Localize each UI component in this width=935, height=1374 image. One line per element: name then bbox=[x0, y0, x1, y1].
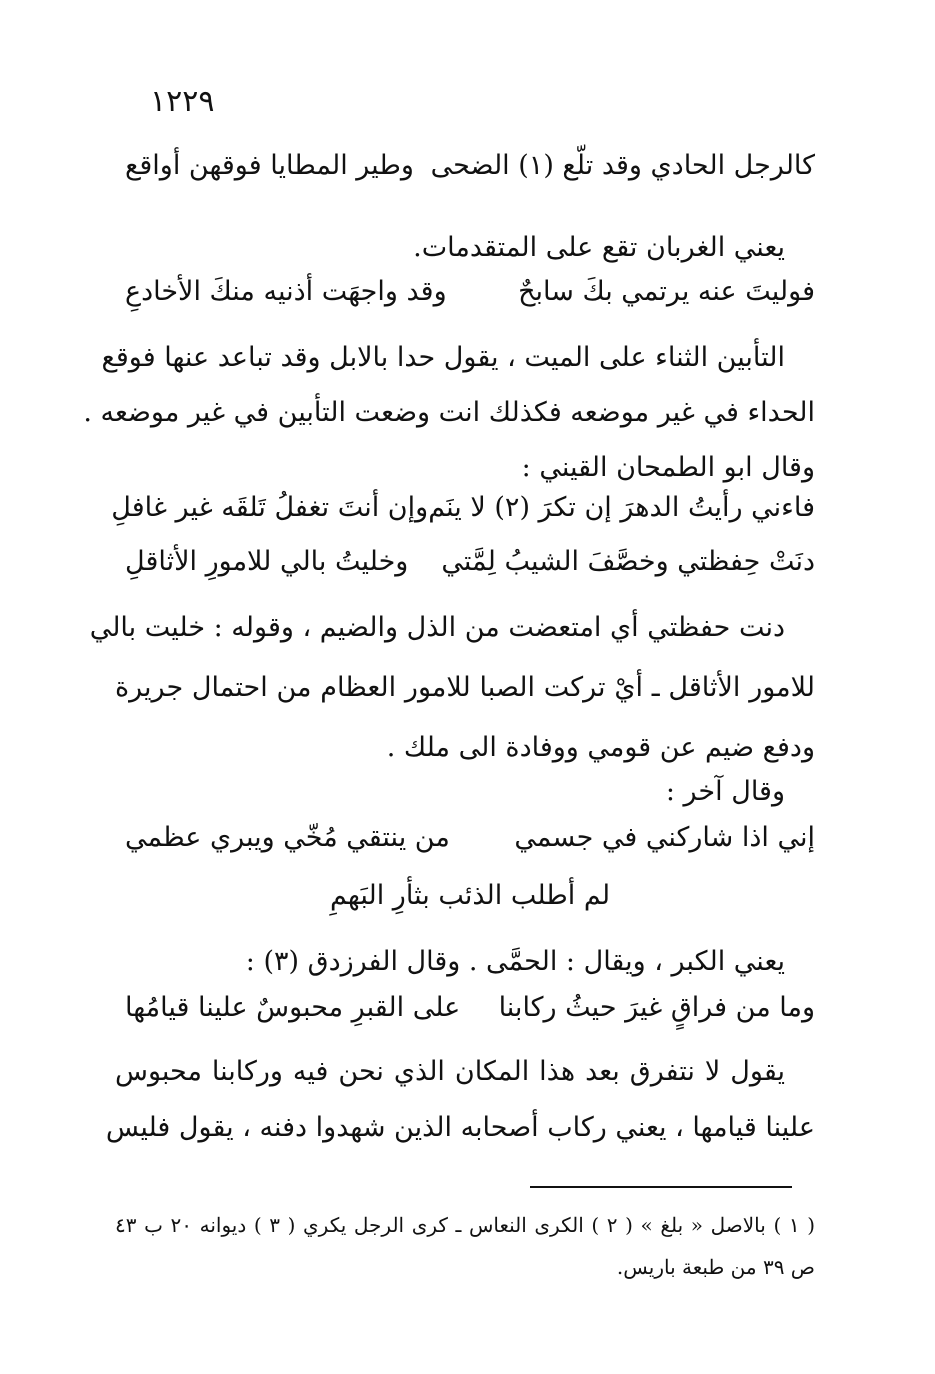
prose-line: وقال آخر : bbox=[665, 776, 785, 807]
prose-line: الحداء في غير موضعه فكذلك انت وضعت التأبين في غير موضعه . bbox=[83, 397, 815, 428]
verse-6-second-hemistich: على القبرِ محبوسٌ علينا قيامُها bbox=[125, 992, 461, 1023]
verse-1-first-hemistich: كالرجل الحادي وقد تلّع (١) الضحى bbox=[430, 150, 815, 181]
page-number: ١٢٢٩ bbox=[150, 84, 215, 119]
prose-line: ودفع ضيم عن قومي ووفادة الى ملك . bbox=[386, 732, 815, 763]
verse-line-6 bbox=[125, 992, 815, 1023]
prose-paragraph-4 bbox=[115, 762, 815, 822]
verse-5-second-hemistich: من ينتقي مُخّي ويبري عظمي bbox=[125, 822, 450, 853]
prose-paragraph-2 bbox=[83, 330, 815, 495]
footnote-divider bbox=[530, 1186, 792, 1188]
verse-line-5 bbox=[125, 822, 815, 853]
verse-6-first-hemistich: وما من فراقٍ غيرَ حيثُ ركابنا bbox=[498, 992, 815, 1023]
prose-paragraph-1 bbox=[115, 218, 815, 278]
prose-line: وقال ابو الطمحان القيني : bbox=[521, 452, 815, 483]
verse-3-first-hemistich: فاءني رأيتُ الدهرَ إن تكرَ (٢) لا ينَم bbox=[428, 492, 815, 523]
verse-line-3 bbox=[111, 492, 815, 523]
verse-3-second-hemistich: وإن أنتَ تغفلُ تَلقَه غير غافلِ bbox=[111, 492, 429, 523]
footnote-line: ( ١ ) بالاصل « بلغ » ( ٢ ) الكرى النعاس ـ كرى الرجل يكري ( ٣ ) ديوانه ٢٠ ب ٤٣ bbox=[115, 1213, 815, 1237]
verse-4-second-hemistich: وخليتُ بالي للامورِ الأثاقلِ bbox=[125, 546, 409, 577]
footnotes bbox=[115, 1204, 815, 1288]
prose-line: للامور الأثاقل ـ أيْ تركت الصبا للامور العظام من احتمال جريرة bbox=[115, 672, 815, 703]
verse-2-first-hemistich: فوليتَ عنه يرتمي بكَ سابحٌ bbox=[518, 276, 815, 307]
verse-4-first-hemistich: دنَتْ حِفظتي وخصَّفَ الشيبُ لِمَّتي bbox=[441, 546, 815, 577]
verse-2-second-hemistich: وقد واجهَت أذنيه منكَ الأخادعِ bbox=[125, 276, 447, 307]
prose-line: دنت حفظتي أي امتعضت من الذل والضيم ، وقوله : خليت بالي bbox=[89, 612, 785, 643]
prose-line: يقول لا نتفرق بعد هذا المكان الذي نحن فيه وركابنا محبوس bbox=[115, 1056, 785, 1087]
verse-1-second-hemistich: وطير المطايا فوقهن أواقع bbox=[125, 150, 414, 181]
prose-line: يعني الغربان تقع على المتقدمات. bbox=[413, 232, 785, 263]
prose-paragraph-5 bbox=[115, 932, 815, 992]
prose-paragraph-6 bbox=[105, 1044, 815, 1156]
verse-line-1 bbox=[125, 150, 815, 181]
verse-5-first-hemistich: إني اذا شاركني في جسمي bbox=[514, 822, 815, 853]
prose-paragraph-3 bbox=[89, 598, 815, 778]
prose-line: يعني الكبر ، ويقال : الحمَّى . وقال الفرزدق (٣) : bbox=[245, 946, 785, 977]
prose-line: التأبين الثناء على الميت ، يقول حدا بالابل وقد تباعد عنها فوقع bbox=[101, 342, 785, 373]
footnote-line: ص ٣٩ من طبعة باريس. bbox=[616, 1255, 815, 1279]
verse-line-centered: لم أطلب الذئب بثأرِ البَهمِ bbox=[329, 880, 611, 911]
verse-line-2 bbox=[125, 276, 815, 307]
verse-line-4 bbox=[125, 546, 815, 577]
prose-line: علينا قيامها ، يعني ركاب أصحابه الذين شهدوا دفنه ، يقول فليس bbox=[105, 1112, 815, 1143]
